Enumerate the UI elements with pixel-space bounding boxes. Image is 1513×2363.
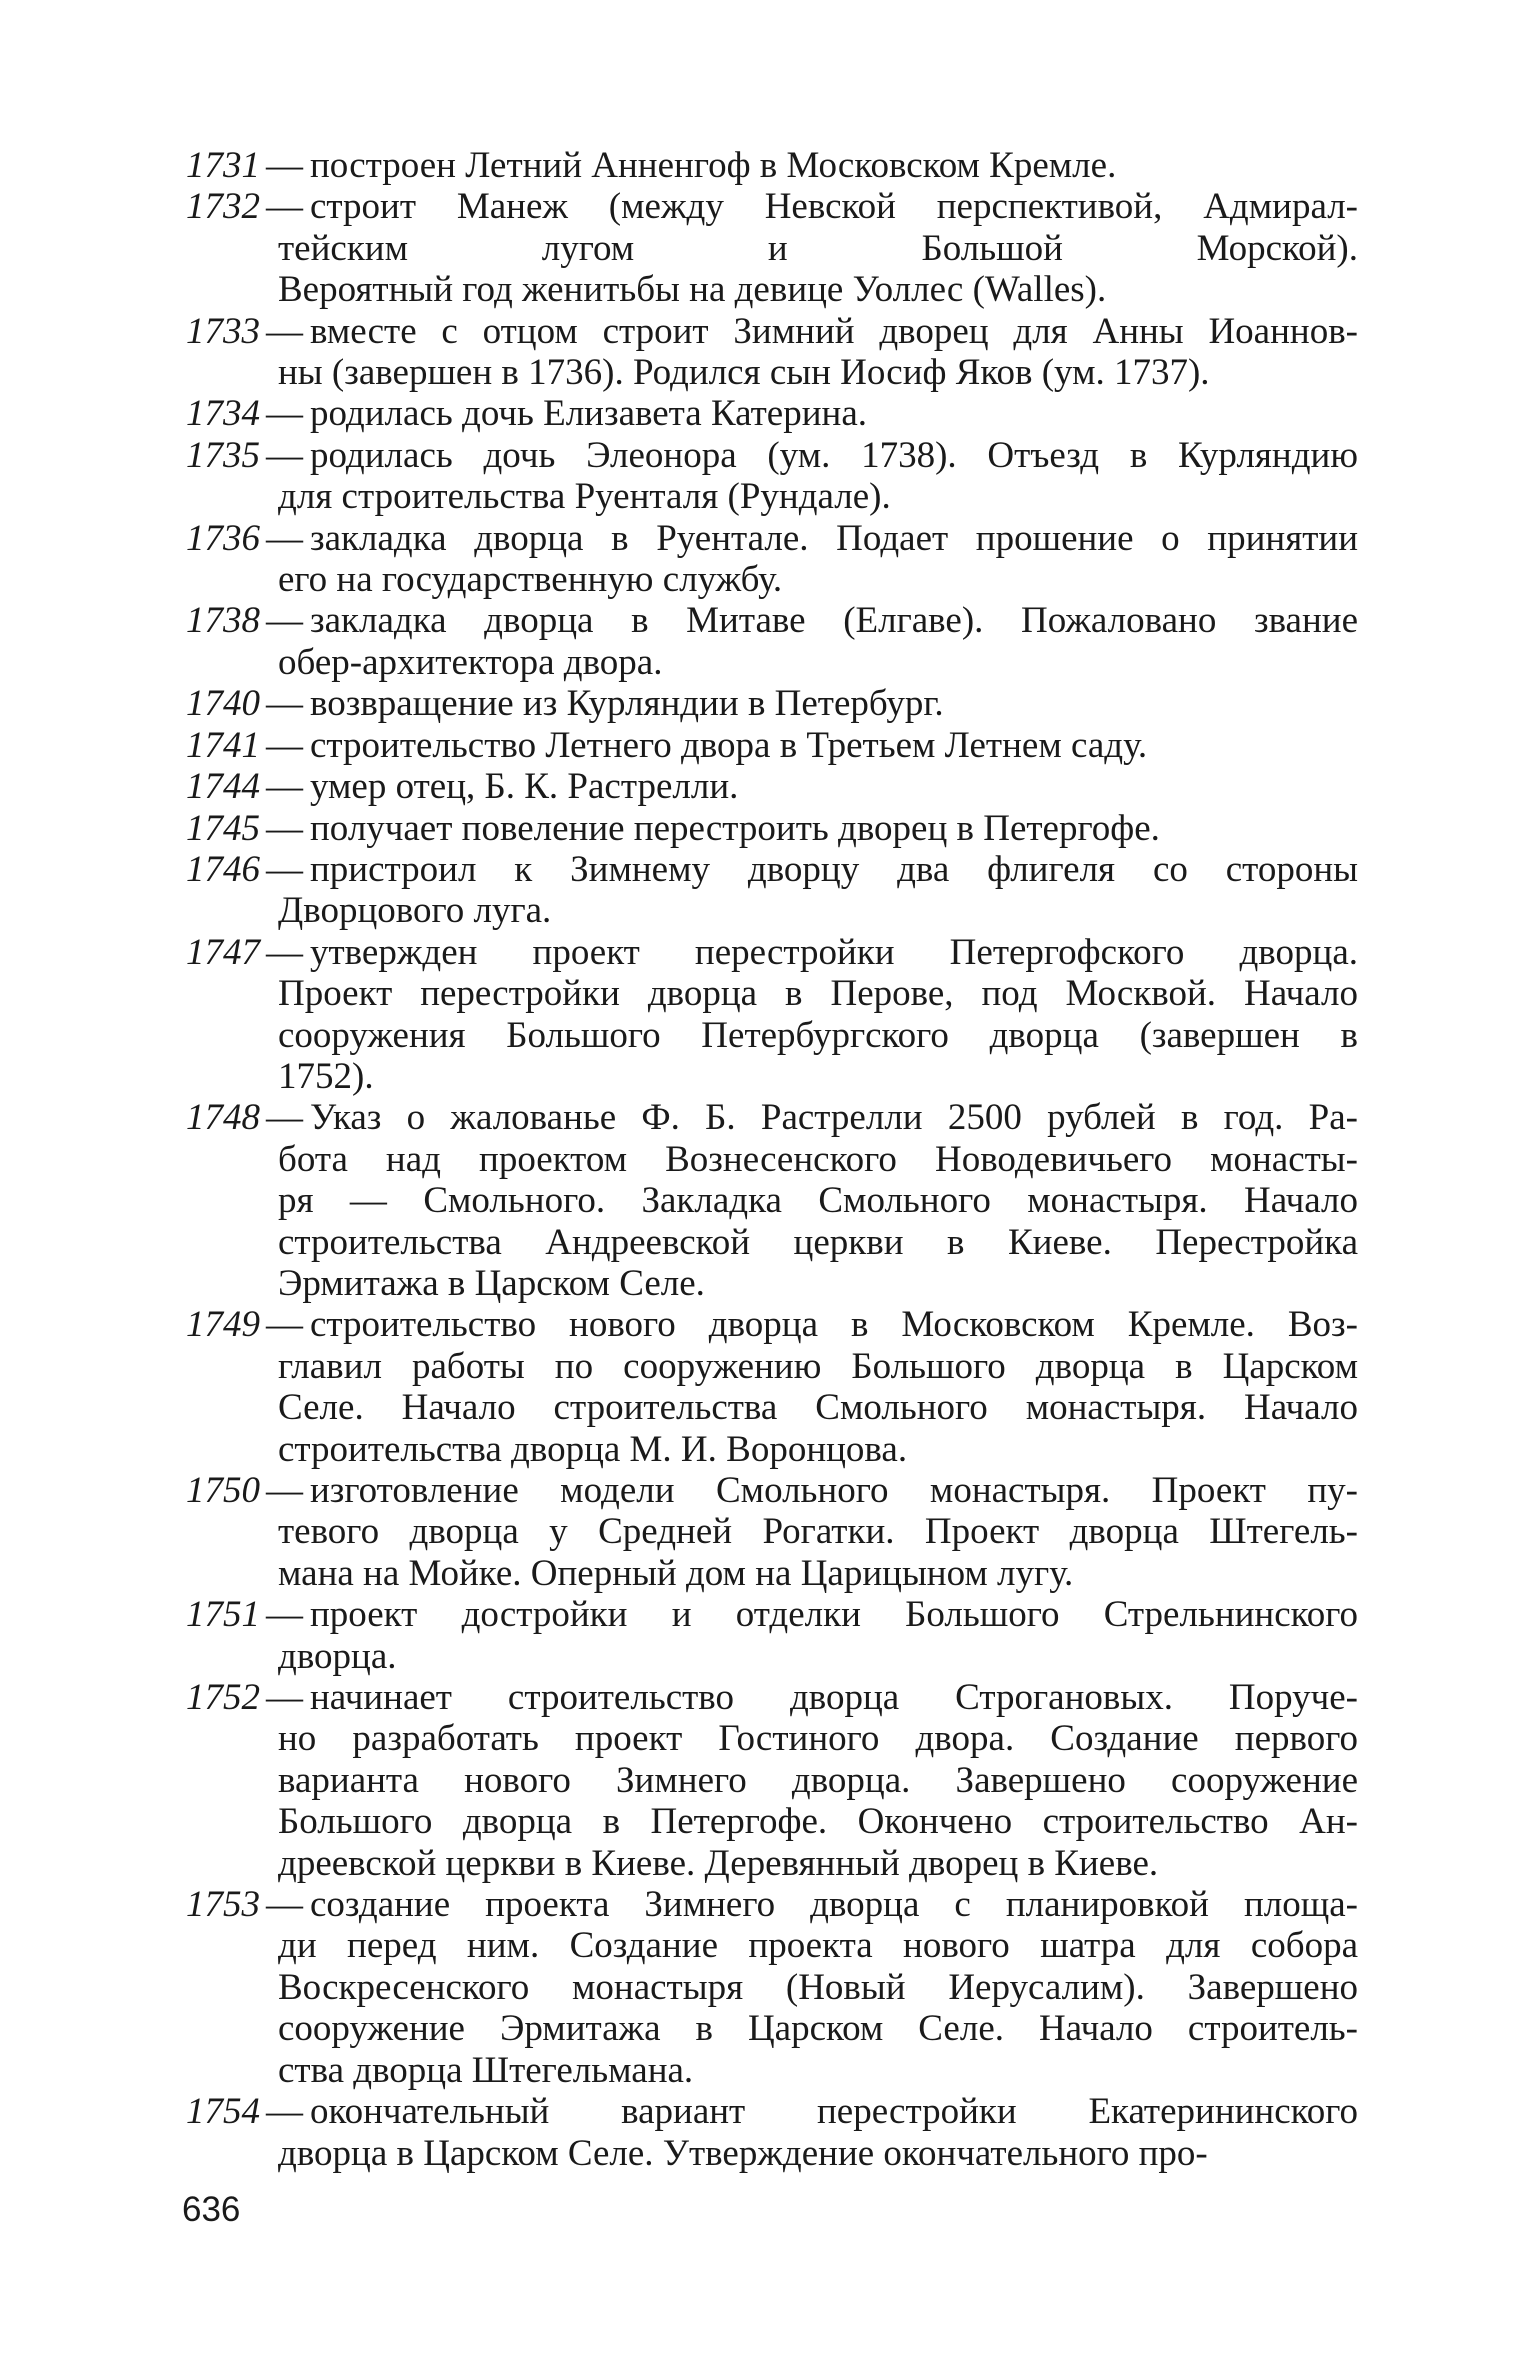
entry-dash: — <box>266 848 303 890</box>
entry-year: 1731 <box>186 145 260 186</box>
entry-dash: — <box>266 683 303 725</box>
chronology-entry <box>186 808 1358 849</box>
entry-text-line: проект достройки и отделки Большого Стрельнинского <box>310 1594 1358 1636</box>
entry-text-line: тейским лугом и Большой Морской). <box>278 227 1358 269</box>
chronology-entry <box>186 145 1358 186</box>
chronology-entry <box>186 725 1358 766</box>
entry-text-line: Дворцового луга. <box>278 890 552 932</box>
entry-text-line: строительства дворца М. И. Воронцова. <box>278 1428 908 1470</box>
entry-text-line: ны (завершен в 1736). Родился сын Иосиф Яков (ум. 1737). <box>278 352 1210 394</box>
entry-text <box>246 849 1358 932</box>
entry-text <box>246 393 1358 434</box>
entry-dash: — <box>266 931 303 973</box>
chronology-entry <box>186 849 1358 932</box>
entry-year: 1746 <box>186 848 260 890</box>
chronology-entry <box>186 2091 1358 2174</box>
entry-text-line: дворца. <box>278 1635 397 1677</box>
entry-dash: — <box>266 766 303 808</box>
entry-dash: — <box>266 186 303 228</box>
entry-year: 1735 <box>186 434 260 476</box>
entry-text-line: 1752). <box>278 1055 374 1097</box>
chronology-entry <box>186 766 1358 807</box>
entry-text-line: ства дворца Штегельмана. <box>278 2049 694 2091</box>
entry-text <box>246 435 1358 518</box>
entry-text-line: дреевской церкви в Киеве. Деревянный дворец в Киеве. <box>278 1842 1159 1884</box>
chronology-entry <box>186 1677 1358 1884</box>
entry-text <box>246 145 1358 186</box>
entry-dash: — <box>266 1884 303 1926</box>
entry-year: 1749 <box>186 1304 260 1346</box>
entry-text-line: варианта нового Зимнего дворца. Завершено сооружение <box>278 1759 1358 1801</box>
entry-text-line: возвращение из Курляндии в Петербург. <box>310 683 944 725</box>
entry-text-line: Эрмитажа в Царском Селе. <box>278 1262 705 1304</box>
entry-text-line: главил работы по сооружению Большого дворца в Царском <box>278 1345 1358 1387</box>
entry-dash: — <box>266 145 303 186</box>
entry-text-line: Воскресенского монастыря (Новый Иерусалим). Завершено <box>278 1966 1358 2008</box>
chronology-entry <box>186 393 1358 434</box>
entry-text-line: получает повеление перестроить дворец в Петергофе. <box>310 807 1160 849</box>
entry-text-line: строительства Андреевской церкви в Киеве. Перестройка <box>278 1221 1358 1263</box>
entry-dash: — <box>266 517 303 559</box>
entry-year: 1754 <box>186 2091 260 2133</box>
entry-text <box>246 1304 1358 1470</box>
entry-year: 1738 <box>186 600 260 642</box>
entry-text-line: окончательный вариант перестройки Екатерининского <box>310 2091 1358 2133</box>
entry-text-line: ря — Смольного. Закладка Смольного монастыря. Начало <box>278 1180 1358 1222</box>
entry-year: 1732 <box>186 186 260 228</box>
chronology-entry <box>186 1594 1358 1677</box>
entry-text <box>246 808 1358 849</box>
entry-dash: — <box>266 434 303 476</box>
chronology-entry <box>186 1097 1358 1304</box>
entry-text-line: ди перед ним. Создание проекта нового шатра для собора <box>278 1925 1358 1967</box>
page-number: 636 <box>182 2190 241 2229</box>
entry-text-line: строительство нового дворца в Московском Кремле. Воз- <box>310 1304 1358 1346</box>
entry-text-line: но разработать проект Гостиного двора. Создание первого <box>278 1718 1358 1760</box>
entry-year: 1750 <box>186 1470 260 1511</box>
entry-text-line: бота над проектом Вознесенского Новодевичьего монасты- <box>278 1138 1358 1180</box>
entry-text-line: для строительства Руенталя (Рундале). <box>278 476 891 518</box>
entry-dash: — <box>266 2091 303 2133</box>
entry-text-line: начинает строительство дворца Строгановых. Поруче- <box>310 1677 1358 1719</box>
entry-text <box>246 725 1358 766</box>
entry-text-line: мана на Мойке. Оперный дом на Царицыном лугу. <box>278 1552 1074 1594</box>
entry-text <box>246 1677 1358 1884</box>
entry-text-line: создание проекта Зимнего дворца с планировкой площа- <box>310 1884 1358 1926</box>
entry-year: 1747 <box>186 931 260 973</box>
chronology-entry <box>186 1304 1358 1470</box>
entry-text <box>246 1097 1358 1304</box>
entry-text-line: закладка дворца в Митаве (Елгаве). Пожаловано звание <box>310 600 1358 642</box>
chronology-entry <box>186 311 1358 394</box>
chronology-entry <box>186 518 1358 601</box>
entry-year: 1748 <box>186 1097 260 1139</box>
entry-text-line: Вероятный год женитьбы на девице Уоллес (Walles). <box>278 269 1107 311</box>
entry-text-line: тевого дворца у Средней Рогатки. Проект дворца Штегель- <box>278 1511 1358 1553</box>
entry-text-line: построен Летний Анненгоф в Московском Кремле. <box>310 145 1117 186</box>
entry-dash: — <box>266 393 303 435</box>
chronology-entry <box>186 1884 1358 2091</box>
entry-text-line: строит Манеж (между Невской перспективой, Адмирал- <box>310 186 1358 228</box>
entry-text <box>246 1594 1358 1677</box>
entry-text-line: Большого дворца в Петергофе. Окончено строительство Ан- <box>278 1801 1358 1843</box>
entry-year: 1741 <box>186 724 260 766</box>
chronology-entry <box>186 932 1358 1098</box>
entry-text-line: сооружение Эрмитажа в Царском Селе. Начало строитель- <box>278 2008 1358 2050</box>
entry-dash: — <box>266 1470 303 1511</box>
entry-year: 1751 <box>186 1594 260 1636</box>
entry-year: 1733 <box>186 310 260 352</box>
entry-year: 1745 <box>186 807 260 849</box>
chronology-entry <box>186 435 1358 518</box>
entry-text <box>246 2091 1358 2174</box>
entry-year: 1740 <box>186 683 260 725</box>
entry-year: 1752 <box>186 1677 260 1719</box>
entry-dash: — <box>266 1097 303 1139</box>
entry-text <box>246 600 1358 683</box>
entry-text-line: Проект перестройки дворца в Перове, под Москвой. Начало <box>278 973 1358 1015</box>
entry-text <box>246 1470 1358 1594</box>
entry-text-line: пристроил к Зимнему дворцу два флигеля со стороны <box>310 848 1358 890</box>
entry-text <box>246 1884 1358 2091</box>
entry-text-line: его на государственную службу. <box>278 559 783 601</box>
entry-year: 1753 <box>186 1884 260 1926</box>
entry-text-line: вместе с отцом строит Зимний дворец для Анны Иоаннов- <box>310 310 1358 352</box>
entry-text-line: обер-архитектора двора. <box>278 641 663 683</box>
entry-text-line: строительство Летнего двора в Третьем Летнем саду. <box>310 724 1148 766</box>
chronology-entry <box>186 600 1358 683</box>
entry-dash: — <box>266 1304 303 1346</box>
entry-year: 1744 <box>186 766 260 808</box>
entry-year: 1736 <box>186 517 260 559</box>
entry-text <box>246 932 1358 1098</box>
entry-text <box>246 683 1358 724</box>
entry-dash: — <box>266 724 303 766</box>
entry-text <box>246 766 1358 807</box>
chronology-entry <box>186 186 1358 310</box>
entry-dash: — <box>266 1594 303 1636</box>
entry-text-line: родилась дочь Елизавета Катерина. <box>310 393 867 435</box>
entry-text-line: утвержден проект перестройки Петергофского дворца. <box>310 931 1358 973</box>
entry-text <box>246 186 1358 310</box>
entry-text-line: родилась дочь Элеонора (ум. 1738). Отъезд в Курляндию <box>310 434 1358 476</box>
entry-year: 1734 <box>186 393 260 435</box>
entry-text-line: Селе. Начало строительства Смольного монастыря. Начало <box>278 1387 1358 1429</box>
entry-dash: — <box>266 310 303 352</box>
entry-text-line: изготовление модели Смольного монастыря. Проект пу- <box>310 1470 1358 1511</box>
chronology-entry <box>186 683 1358 724</box>
entry-text <box>246 518 1358 601</box>
entry-text <box>246 311 1358 394</box>
entry-text-line: закладка дворца в Руентале. Подает прошение о принятии <box>310 517 1358 559</box>
entry-text-line: дворца в Царском Селе. Утверждение окончательного про- <box>278 2132 1208 2174</box>
entry-text-line: умер отец, Б. К. Растрелли. <box>310 766 739 808</box>
chronology-entry <box>186 1470 1358 1594</box>
entry-dash: — <box>266 807 303 849</box>
entry-text-line: сооружения Большого Петербургского дворца (завершен в <box>278 1014 1358 1056</box>
entry-text-line: Указ о жалованье Ф. Б. Растрелли 2500 рублей в год. Ра- <box>310 1097 1358 1139</box>
entry-dash: — <box>266 1677 303 1719</box>
entry-dash: — <box>266 600 303 642</box>
chronology-list <box>186 145 1358 2174</box>
